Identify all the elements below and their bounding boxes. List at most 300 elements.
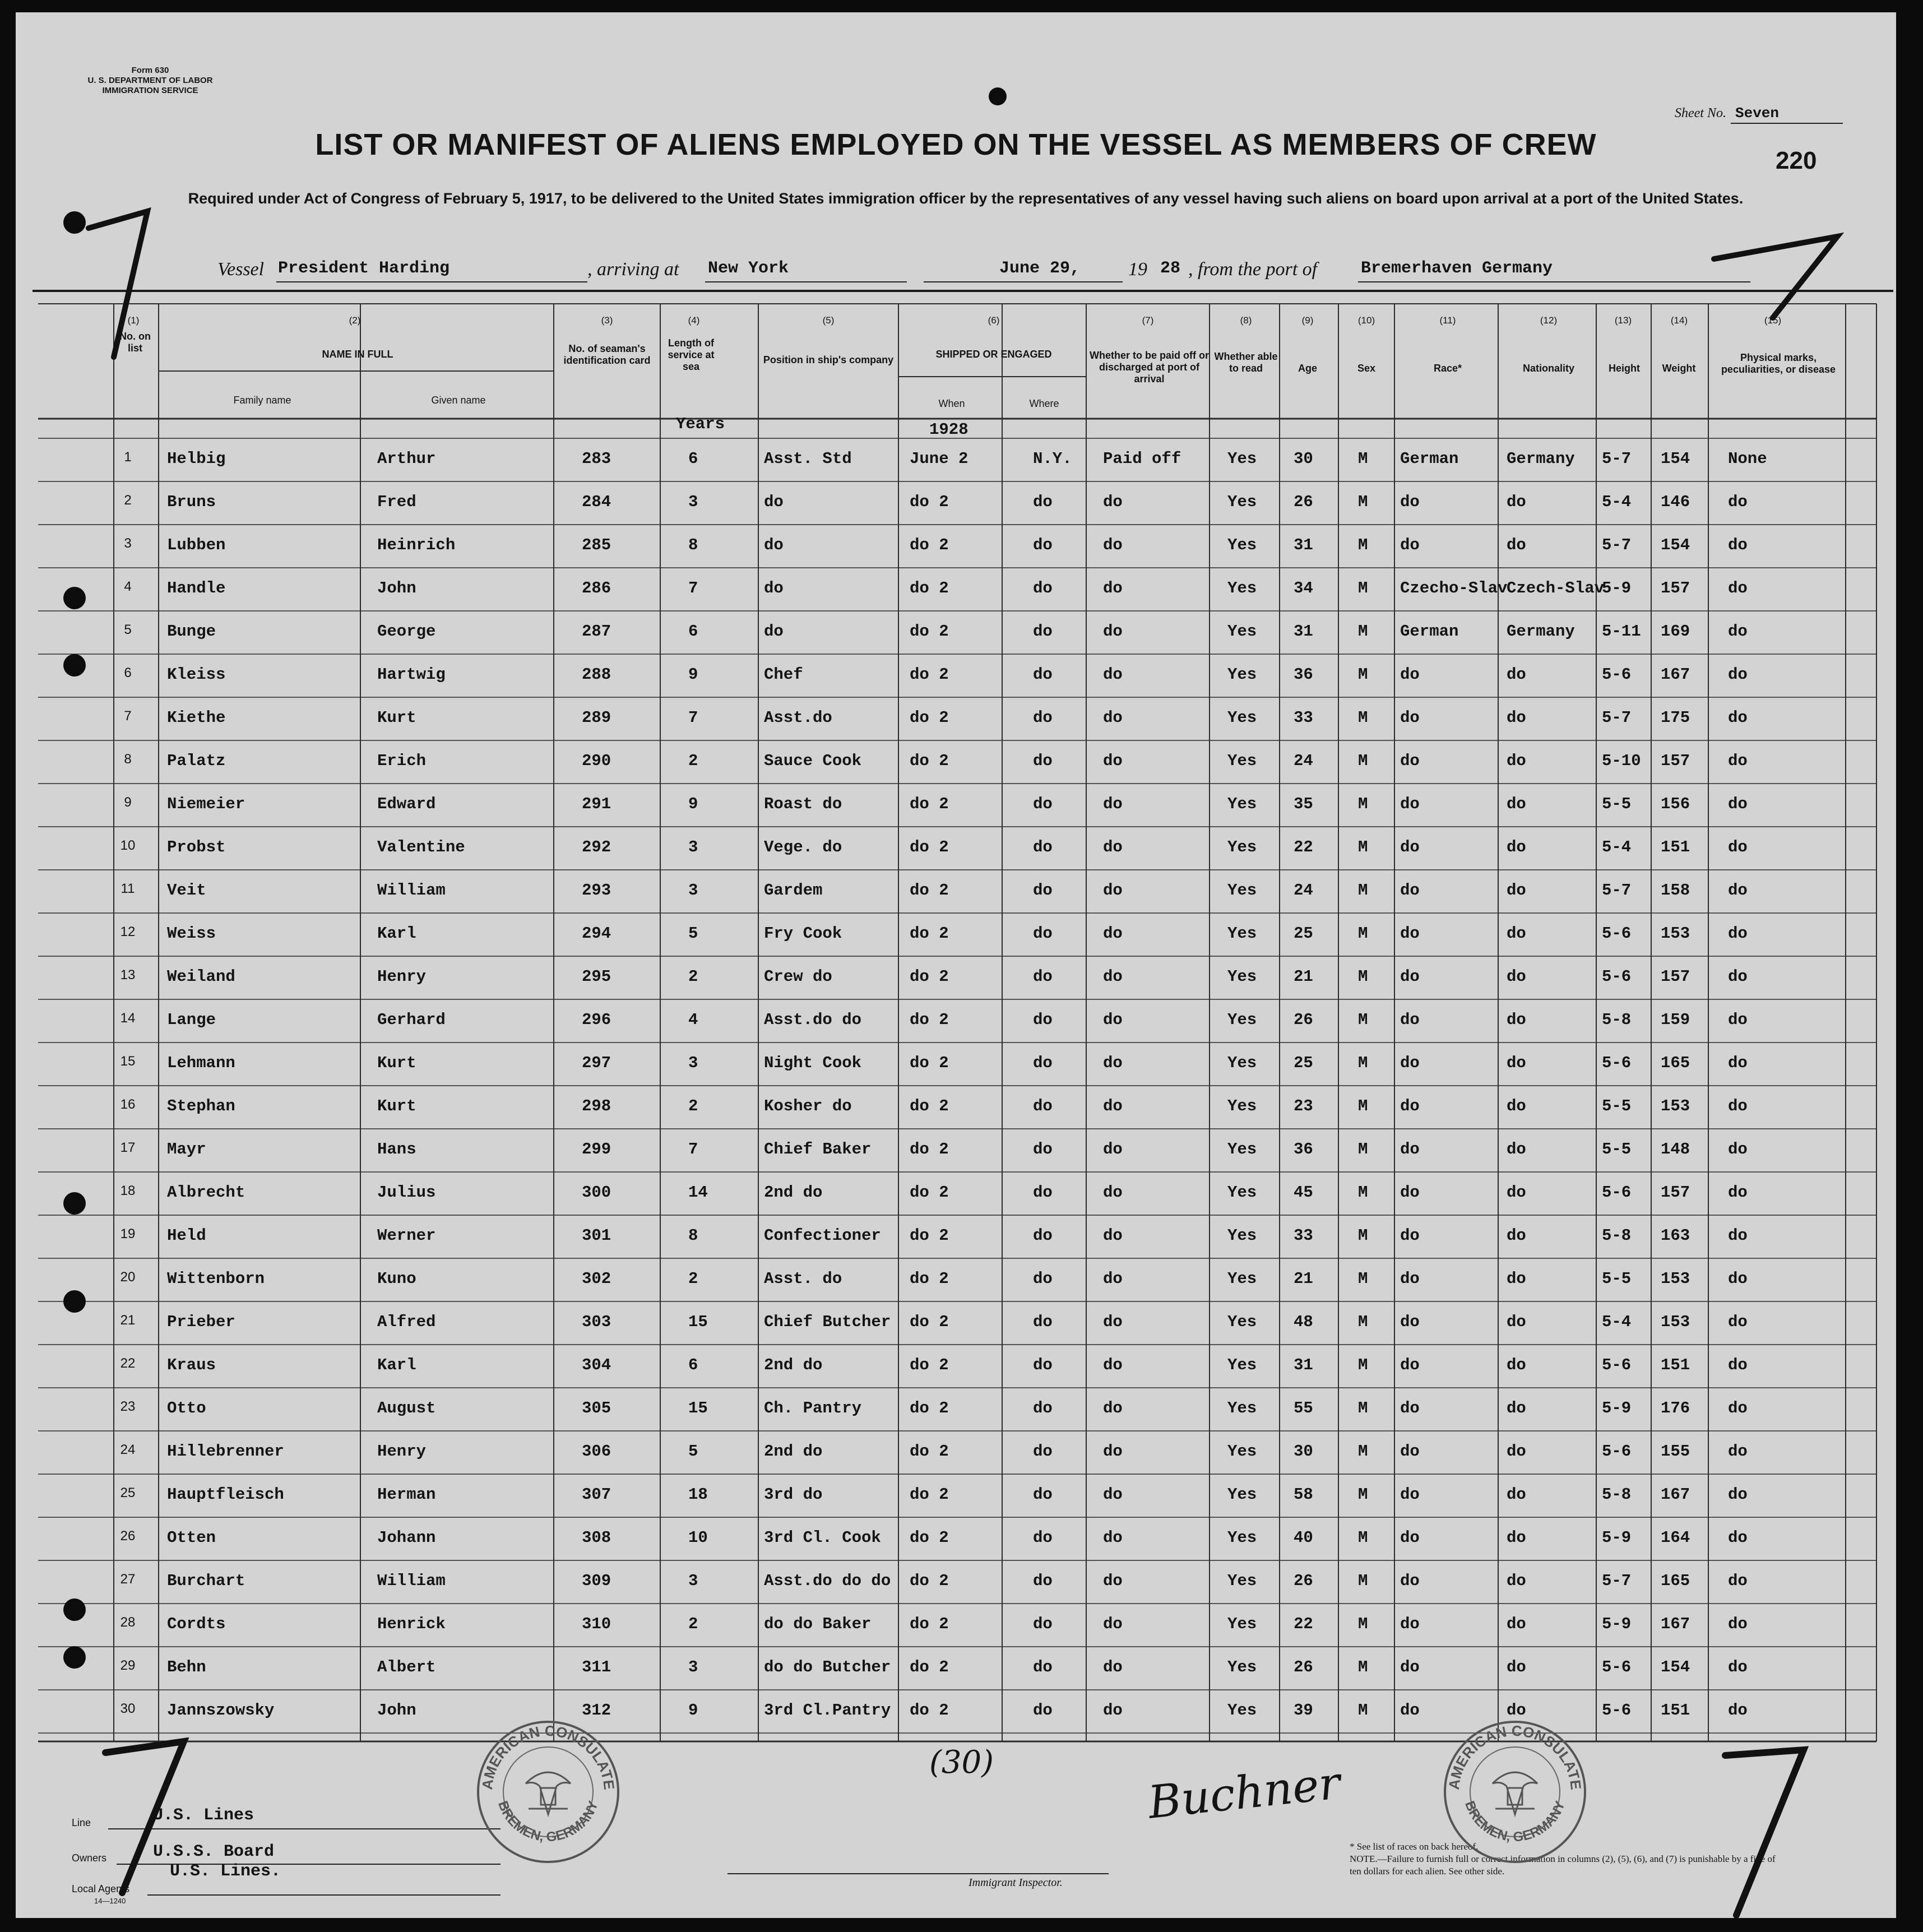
header-physical-marks: Physical marks, peculiarities, or disease <box>1721 352 1836 375</box>
given-name: Kuno <box>377 1270 416 1288</box>
able-to-read: Yes <box>1227 967 1257 986</box>
physical-marks: do <box>1728 795 1748 813</box>
race: do <box>1400 1011 1420 1029</box>
age: 48 <box>1294 1313 1313 1331</box>
physical-marks: do <box>1728 1701 1748 1720</box>
sex: M <box>1358 665 1368 684</box>
id-card-number: 290 <box>582 752 611 770</box>
physical-marks: do <box>1728 1270 1748 1288</box>
paid-off: do <box>1103 1226 1123 1245</box>
age: 26 <box>1294 1572 1313 1590</box>
able-to-read: Yes <box>1227 1485 1257 1504</box>
family-name: Lehmann <box>167 1054 235 1072</box>
race: do <box>1400 795 1420 813</box>
service-years: 7 <box>688 708 698 727</box>
position: Asst.do <box>764 708 832 727</box>
shipped-when: do 2 <box>910 1183 949 1202</box>
position: Ch. Pantry <box>764 1399 862 1417</box>
service-years: 8 <box>688 536 698 554</box>
able-to-read: Yes <box>1227 1313 1257 1331</box>
race: German <box>1400 622 1459 641</box>
family-name: Bunge <box>167 622 216 641</box>
sex: M <box>1358 881 1368 900</box>
height: 5-7 <box>1602 708 1632 727</box>
shipped-when: do 2 <box>910 493 949 511</box>
nationality: do <box>1507 1528 1526 1547</box>
service-years: 10 <box>688 1528 708 1547</box>
race: do <box>1400 1183 1420 1202</box>
nationality: Czech-Slav <box>1507 579 1605 597</box>
given-name: Henry <box>377 1442 427 1461</box>
shipped-when: do 2 <box>910 1097 949 1115</box>
given-name: William <box>377 1572 446 1590</box>
sex: M <box>1358 838 1368 856</box>
given-name: Albert <box>377 1658 436 1676</box>
sheet-number-value: Seven <box>1735 105 1779 122</box>
shipped-where: do <box>1033 1356 1053 1374</box>
id-card-number: 302 <box>582 1270 611 1288</box>
arrival-port: New York <box>708 259 789 278</box>
weight: 157 <box>1661 752 1690 770</box>
shipped-when: do 2 <box>910 536 949 554</box>
id-card-number: 288 <box>582 665 611 684</box>
service-years: 7 <box>688 1140 698 1159</box>
row-number: 25 <box>120 1485 136 1500</box>
id-card-number: 307 <box>582 1485 611 1504</box>
given-name: Heinrich <box>377 536 456 554</box>
paid-off: do <box>1103 1183 1123 1202</box>
header-where: Where <box>1029 398 1059 409</box>
header-service-length: Length of service at sea <box>668 337 715 372</box>
family-name: Albrecht <box>167 1183 245 1202</box>
nationality: Germany <box>1507 622 1575 641</box>
paid-off: do <box>1103 536 1123 554</box>
sex: M <box>1358 795 1368 813</box>
height: 5-6 <box>1602 924 1632 943</box>
header-age: Age <box>1298 363 1317 374</box>
header-no-on-list: No. on list <box>119 331 151 354</box>
weight: 157 <box>1661 967 1690 986</box>
able-to-read: Yes <box>1227 1701 1257 1720</box>
physical-marks: do <box>1728 1054 1748 1072</box>
header-nationality: Nationality <box>1522 363 1574 374</box>
service-years: 9 <box>688 795 698 813</box>
row-number: 15 <box>120 1054 136 1069</box>
family-name: Wittenborn <box>167 1270 265 1288</box>
height: 5-6 <box>1602 1183 1632 1202</box>
weight: 151 <box>1661 838 1690 856</box>
id-card-number: 311 <box>582 1658 611 1676</box>
id-card-number: 295 <box>582 967 611 986</box>
nationality: do <box>1507 536 1526 554</box>
given-name: Julius <box>377 1183 436 1202</box>
age: 26 <box>1294 1011 1313 1029</box>
sex: M <box>1358 1658 1368 1676</box>
column-number: (9) <box>1301 315 1314 326</box>
header-id-card: No. of seaman's identification card <box>563 343 651 366</box>
weight: 165 <box>1661 1572 1690 1590</box>
physical-marks: do <box>1728 1528 1748 1547</box>
age: 26 <box>1294 1658 1313 1676</box>
height: 5-7 <box>1602 881 1632 900</box>
family-name: Helbig <box>167 450 226 468</box>
age: 25 <box>1294 924 1313 943</box>
given-name: Kurt <box>377 1097 416 1115</box>
age: 36 <box>1294 665 1313 684</box>
row-number: 7 <box>124 708 132 724</box>
row-number: 4 <box>124 579 132 594</box>
weight: 164 <box>1661 1528 1690 1547</box>
row-number: 11 <box>121 881 135 896</box>
row-number: 14 <box>120 1011 136 1026</box>
nationality: do <box>1507 795 1526 813</box>
paid-off: do <box>1103 752 1123 770</box>
able-to-read: Yes <box>1227 1054 1257 1072</box>
shipped-where: do <box>1033 665 1053 684</box>
id-card-number: 303 <box>582 1313 611 1331</box>
weight: 167 <box>1661 665 1690 684</box>
race: do <box>1400 1658 1420 1676</box>
nationality: do <box>1507 1183 1526 1202</box>
height: 5-4 <box>1602 838 1632 856</box>
weight: 155 <box>1661 1442 1690 1461</box>
age: 30 <box>1294 450 1313 468</box>
nationality: do <box>1507 708 1526 727</box>
family-name: Held <box>167 1226 206 1245</box>
age: 23 <box>1294 1097 1313 1115</box>
shipped-where: do <box>1033 1140 1053 1159</box>
height: 5-8 <box>1602 1226 1632 1245</box>
service-years: 18 <box>688 1485 708 1504</box>
shipped-when: do 2 <box>910 1054 949 1072</box>
position: do do Baker <box>764 1615 872 1633</box>
weight: 169 <box>1661 622 1690 641</box>
service-years: 9 <box>688 1701 698 1720</box>
physical-marks: do <box>1728 1356 1748 1374</box>
row-number: 8 <box>124 752 132 767</box>
service-years: 15 <box>688 1399 708 1417</box>
given-name: Herman <box>377 1485 436 1504</box>
id-card-number: 294 <box>582 924 611 943</box>
given-name: Kurt <box>377 708 416 727</box>
total-count-note: (30) <box>929 1744 994 1781</box>
id-card-number: 300 <box>582 1183 611 1202</box>
row-number: 1 <box>124 450 132 465</box>
position: Asst. Std <box>764 450 852 468</box>
able-to-read: Yes <box>1227 881 1257 900</box>
column-number: (6) <box>988 315 1000 326</box>
physical-marks: do <box>1728 752 1748 770</box>
family-name: Hauptfleisch <box>167 1485 284 1504</box>
family-name: Palatz <box>167 752 226 770</box>
shipped-when: do 2 <box>910 1615 949 1633</box>
physical-marks: do <box>1728 1485 1748 1504</box>
stamp-bottom-text-left: BREMEN, GERMANY <box>495 1799 601 1845</box>
height: 5-7 <box>1602 536 1632 554</box>
family-name: Probst <box>167 838 226 856</box>
id-card-number: 292 <box>582 838 611 856</box>
shipped-where: do <box>1033 1054 1053 1072</box>
paid-off: do <box>1103 1615 1123 1633</box>
header-paid-off: Whether to be paid off or discharged at port of arrival <box>1090 350 1209 384</box>
physical-marks: do <box>1728 838 1748 856</box>
form-code: 14—1240 <box>94 1897 126 1905</box>
physical-marks: do <box>1728 1442 1748 1461</box>
shipped-where: N.Y. <box>1033 450 1072 468</box>
service-years: 3 <box>688 1658 698 1676</box>
age: 58 <box>1294 1485 1313 1504</box>
weight: 176 <box>1661 1399 1690 1417</box>
height: 5-4 <box>1602 1313 1632 1331</box>
arriving-label: , arriving at <box>587 259 679 280</box>
age: 55 <box>1294 1399 1313 1417</box>
shipped-where: do <box>1033 1399 1053 1417</box>
shipped-when: do 2 <box>910 752 949 770</box>
race: German <box>1400 450 1459 468</box>
position: Asst.do do do <box>764 1572 891 1590</box>
line-value: U.S. Lines <box>153 1806 254 1825</box>
given-name: John <box>377 1701 416 1720</box>
service-years: 5 <box>688 1442 698 1461</box>
service-years: 15 <box>688 1313 708 1331</box>
sex: M <box>1358 1226 1368 1245</box>
nationality: do <box>1507 881 1526 900</box>
race: do <box>1400 1054 1420 1072</box>
column-number: (5) <box>822 315 835 326</box>
shipped-when: June 2 <box>910 450 969 468</box>
column-number: (4) <box>688 315 700 326</box>
nationality: do <box>1507 924 1526 943</box>
able-to-read: Yes <box>1227 450 1257 468</box>
age: 33 <box>1294 708 1313 727</box>
given-name: Edward <box>377 795 436 813</box>
sex: M <box>1358 1054 1368 1072</box>
weight: 146 <box>1661 493 1690 511</box>
height: 5-10 <box>1602 752 1641 770</box>
given-name: August <box>377 1399 436 1417</box>
paid-off: do <box>1103 838 1123 856</box>
position: Asst.do do <box>764 1011 862 1029</box>
given-name: Alfred <box>377 1313 436 1331</box>
height: 5-6 <box>1602 665 1632 684</box>
shipped-when: do 2 <box>910 1270 949 1288</box>
header-position: Position in ship's company <box>763 354 894 365</box>
position: Kosher do <box>764 1097 852 1115</box>
able-to-read: Yes <box>1227 924 1257 943</box>
race: do <box>1400 665 1420 684</box>
service-years: 9 <box>688 665 698 684</box>
paid-off: do <box>1103 1054 1123 1072</box>
paid-off: do <box>1103 1572 1123 1590</box>
nationality: do <box>1507 1011 1526 1029</box>
race: do <box>1400 493 1420 511</box>
shipped-where: do <box>1033 1528 1053 1547</box>
sex: M <box>1358 579 1368 597</box>
paid-off: do <box>1103 924 1123 943</box>
shipped-when: do 2 <box>910 1485 949 1504</box>
given-name: Johann <box>377 1528 436 1547</box>
row-number: 9 <box>124 795 132 810</box>
physical-marks: do <box>1728 1097 1748 1115</box>
height: 5-5 <box>1602 1270 1632 1288</box>
given-name: Werner <box>377 1226 436 1245</box>
race: do <box>1400 1485 1420 1504</box>
age: 35 <box>1294 795 1313 813</box>
department-name: U. S. DEPARTMENT OF LABOR <box>87 76 213 85</box>
handwritten-seven-bottom-left <box>105 1741 184 1893</box>
given-name: William <box>377 881 446 900</box>
id-card-number: 305 <box>582 1399 611 1417</box>
handwritten-annotations <box>16 12 1896 1918</box>
paid-off: do <box>1103 1485 1123 1504</box>
position: Chef <box>764 665 803 684</box>
id-card-number: 306 <box>582 1442 611 1461</box>
given-name: Hans <box>377 1140 416 1159</box>
weight: 175 <box>1661 708 1690 727</box>
position: 2nd do <box>764 1442 823 1461</box>
able-to-read: Yes <box>1227 1097 1257 1115</box>
shipped-where: do <box>1033 1701 1053 1720</box>
year-prefix: 19 <box>1128 259 1147 280</box>
weight: 151 <box>1661 1701 1690 1720</box>
row-number: 27 <box>120 1572 136 1587</box>
height: 5-8 <box>1602 1485 1632 1504</box>
sex: M <box>1358 493 1368 511</box>
family-name: Prieber <box>167 1313 235 1331</box>
physical-marks: do <box>1728 1011 1748 1029</box>
weight: 167 <box>1661 1485 1690 1504</box>
position: Sauce Cook <box>764 752 862 770</box>
position: 2nd do <box>764 1183 823 1202</box>
shipped-where: do <box>1033 967 1053 986</box>
departure-port: Bremerhaven Germany <box>1361 259 1553 278</box>
shipped-where: do <box>1033 622 1053 641</box>
row-number: 13 <box>120 967 136 983</box>
family-name: Cordts <box>167 1615 226 1633</box>
id-card-number: 309 <box>582 1572 611 1590</box>
family-name: Niemeier <box>167 795 245 813</box>
physical-marks: do <box>1728 536 1748 554</box>
physical-marks: do <box>1728 924 1748 943</box>
header-able-to-read: Whether able to read <box>1214 351 1278 374</box>
id-card-number: 301 <box>582 1226 611 1245</box>
stamp-top-text-right: AMERICAN CONSULATE <box>1445 1722 1585 1791</box>
able-to-read: Yes <box>1227 1356 1257 1374</box>
given-name: Hartwig <box>377 665 446 684</box>
nationality: do <box>1507 1399 1526 1417</box>
stamp-bottom-text-right: BREMEN, GERMANY <box>1462 1799 1568 1845</box>
nationality: do <box>1507 838 1526 856</box>
family-name: Kiethe <box>167 708 226 727</box>
shipped-where: do <box>1033 1183 1053 1202</box>
race: do <box>1400 1442 1420 1461</box>
header-sex: Sex <box>1357 363 1376 374</box>
shipped-when: do 2 <box>910 1313 949 1331</box>
position: Chief Baker <box>764 1140 872 1159</box>
nationality: do <box>1507 967 1526 986</box>
height: 5-7 <box>1602 1572 1632 1590</box>
handwritten-seven-top-left <box>89 211 147 357</box>
weight: 157 <box>1661 1183 1690 1202</box>
physical-marks: do <box>1728 579 1748 597</box>
able-to-read: Yes <box>1227 708 1257 727</box>
sex: M <box>1358 1701 1368 1720</box>
shipped-where: do <box>1033 752 1053 770</box>
able-to-read: Yes <box>1227 1528 1257 1547</box>
shipped-where: do <box>1033 1270 1053 1288</box>
column-number: (15) <box>1764 315 1782 326</box>
age: 45 <box>1294 1183 1313 1202</box>
inspector-signature: Buchner <box>1146 1757 1343 1829</box>
able-to-read: Yes <box>1227 1140 1257 1159</box>
service-years: 14 <box>688 1183 708 1202</box>
stamp-top-text-left: AMERICAN CONSULATE <box>478 1722 618 1791</box>
physical-marks: do <box>1728 622 1748 641</box>
physical-marks: do <box>1728 1313 1748 1331</box>
nationality: do <box>1507 1615 1526 1633</box>
shipped-where: do <box>1033 1442 1053 1461</box>
paid-off: Paid off <box>1103 450 1181 468</box>
id-card-number: 298 <box>582 1097 611 1115</box>
column-number: (10) <box>1357 315 1375 326</box>
shipped-when: do 2 <box>910 924 949 943</box>
column-number: (14) <box>1670 315 1688 326</box>
given-name: Karl <box>377 1356 416 1374</box>
shipped-when: do 2 <box>910 1701 949 1720</box>
nationality: do <box>1507 1097 1526 1115</box>
weight: 151 <box>1661 1356 1690 1374</box>
height: 5-5 <box>1602 1140 1632 1159</box>
height: 5-9 <box>1602 579 1632 597</box>
id-card-number: 304 <box>582 1356 611 1374</box>
height: 5-6 <box>1602 1658 1632 1676</box>
row-number: 21 <box>120 1313 136 1328</box>
able-to-read: Yes <box>1227 1615 1257 1633</box>
row-number: 23 <box>120 1399 136 1414</box>
family-name: Burchart <box>167 1572 245 1590</box>
position: Asst. do <box>764 1270 842 1288</box>
paid-off: do <box>1103 1658 1123 1676</box>
sex: M <box>1358 708 1368 727</box>
given-name: Arthur <box>377 450 436 468</box>
row-number: 18 <box>120 1183 136 1198</box>
physical-marks: do <box>1728 1572 1748 1590</box>
shipped-when: do 2 <box>910 1442 949 1461</box>
id-card-number: 310 <box>582 1615 611 1633</box>
race: do <box>1400 1097 1420 1115</box>
able-to-read: Yes <box>1227 622 1257 641</box>
paid-off: do <box>1103 1399 1123 1417</box>
service-years: 2 <box>688 1615 698 1633</box>
age: 40 <box>1294 1528 1313 1547</box>
given-name: Karl <box>377 924 416 943</box>
physical-marks: do <box>1728 665 1748 684</box>
able-to-read: Yes <box>1227 795 1257 813</box>
age: 36 <box>1294 1140 1313 1159</box>
line-label: Line <box>72 1817 91 1828</box>
age: 22 <box>1294 1615 1313 1633</box>
row-number: 19 <box>120 1226 136 1241</box>
family-name: Otto <box>167 1399 206 1417</box>
id-card-number: 312 <box>582 1701 611 1720</box>
shipped-when: do 2 <box>910 881 949 900</box>
family-name: Kleiss <box>167 665 226 684</box>
service-years: 2 <box>688 967 698 986</box>
weight: 153 <box>1661 1270 1690 1288</box>
physical-marks: do <box>1728 881 1748 900</box>
shipped-where: do <box>1033 1572 1053 1590</box>
paid-off: do <box>1103 1011 1123 1029</box>
